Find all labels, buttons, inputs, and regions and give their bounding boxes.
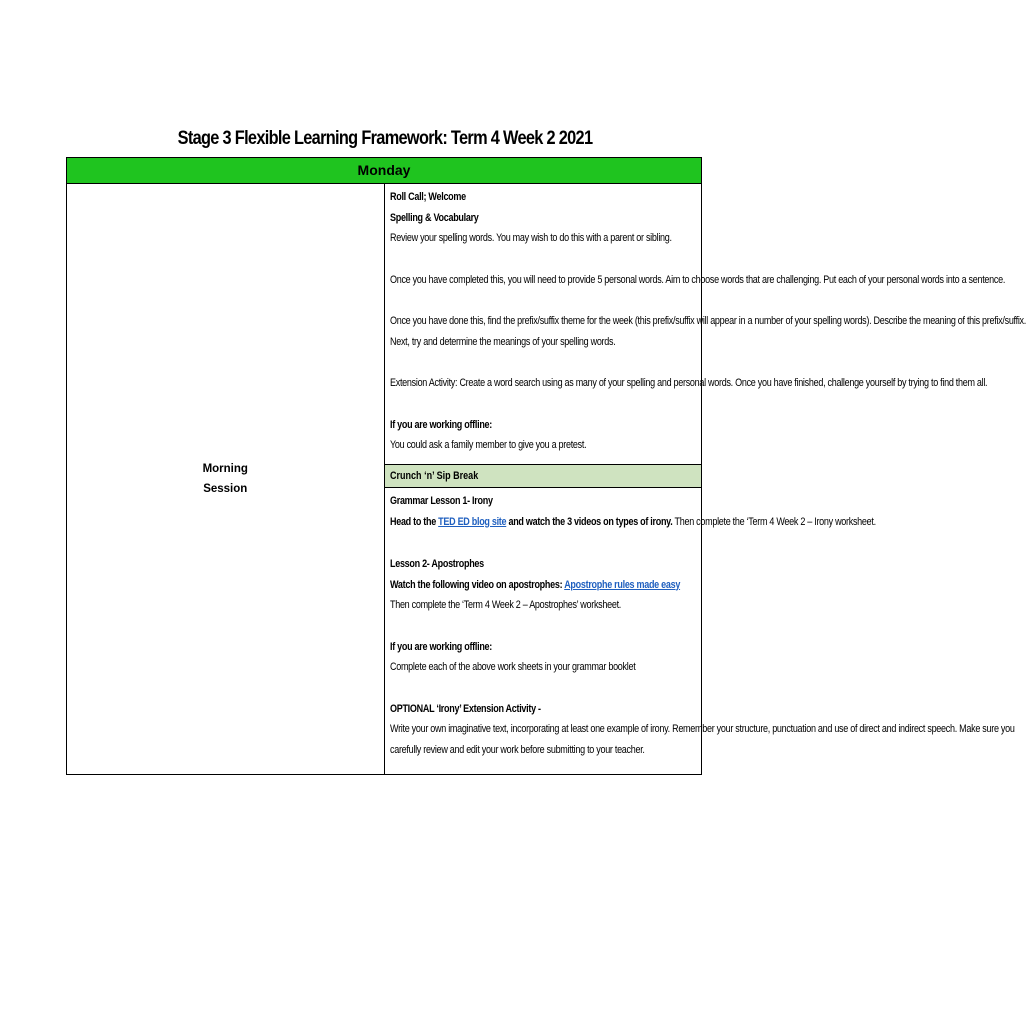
ted-ed-link[interactable]: TED ED blog site <box>437 515 506 528</box>
grammar-block <box>384 488 1015 775</box>
lesson2-pre: Watch the following video on apostrophes: <box>389 578 564 591</box>
spelling-block <box>384 184 1026 465</box>
break-label: Crunch ‘n’ Sip Break <box>389 470 478 482</box>
offline-text-1: You could ask a family member to give you a pretest. <box>389 439 586 451</box>
apostrophe-video-link[interactable]: Apostrophe rules made easy <box>563 578 680 591</box>
lesson1-mid: and watch the 3 videos on types of irony. <box>505 515 672 528</box>
session-label <box>67 184 385 775</box>
lesson2-heading: Lesson 2- Apostrophes <box>389 558 484 570</box>
break-row <box>384 465 702 488</box>
roll-call-heading: Roll Call; Welcome <box>389 191 466 203</box>
optional-text-1: Write your own imaginative text, incorporating at least one example of irony. Remember your structure, punctuation and use of direct and indirect speech. Make sure you <box>389 723 1015 735</box>
spelling-instruction-1: Review your spelling words. You may wish to do this with a parent or sibling. <box>389 232 672 244</box>
spelling-instruction-2: Once you have completed this, you will need to provide 5 personal words. Aim to choose words that are challenging. Put each of your personal words into a sentence. <box>389 273 1005 286</box>
learning-framework-table <box>66 157 1026 775</box>
session-label-line-1: Morning <box>202 463 248 475</box>
spelling-instruction-3a: Once you have done this, find the prefix/suffix theme for the week (this prefix/suffix will appear in a number of your spelling words). Describe the meaning of this prefix/suffix. <box>389 315 1026 327</box>
spelling-heading: Spelling & Vocabulary <box>389 211 479 224</box>
offline-text-2: Complete each of the above work sheets in your grammar booklet <box>389 661 635 673</box>
offline-heading-2: If you are working offline: <box>389 640 492 653</box>
lesson1-heading: Grammar Lesson 1- Irony <box>389 495 493 507</box>
lesson1-pre: Head to the <box>389 515 438 528</box>
session-label-line-2: Session <box>203 483 248 495</box>
optional-text-2: carefully review and edit your work before submitting to your teacher. <box>389 743 645 756</box>
lesson2-instruction <box>389 575 680 596</box>
lesson2-text: Then complete the ‘Term 4 Week 2 – Apostrophes’ worksheet. <box>389 599 621 611</box>
page-title: Stage 3 Flexible Learning Framework: Term 4 Week 2 2021 <box>177 128 593 149</box>
optional-heading: OPTIONAL ‘Irony’ Extension Activity - <box>389 702 541 715</box>
lesson1-post: Then complete the ‘Term 4 Week 2 – Irony worksheet. <box>671 515 876 528</box>
spelling-instruction-3b: Next, try and determine the meanings of your spelling words. <box>389 335 615 348</box>
day-header: Monday <box>67 158 702 184</box>
lesson1-instruction <box>389 512 876 533</box>
offline-heading-1: If you are working offline: <box>389 418 492 431</box>
extension-activity: Extension Activity: Create a word search using as many of your spelling and personal words. Once you have finished, challenge yourself by trying to find them all. <box>389 377 987 389</box>
